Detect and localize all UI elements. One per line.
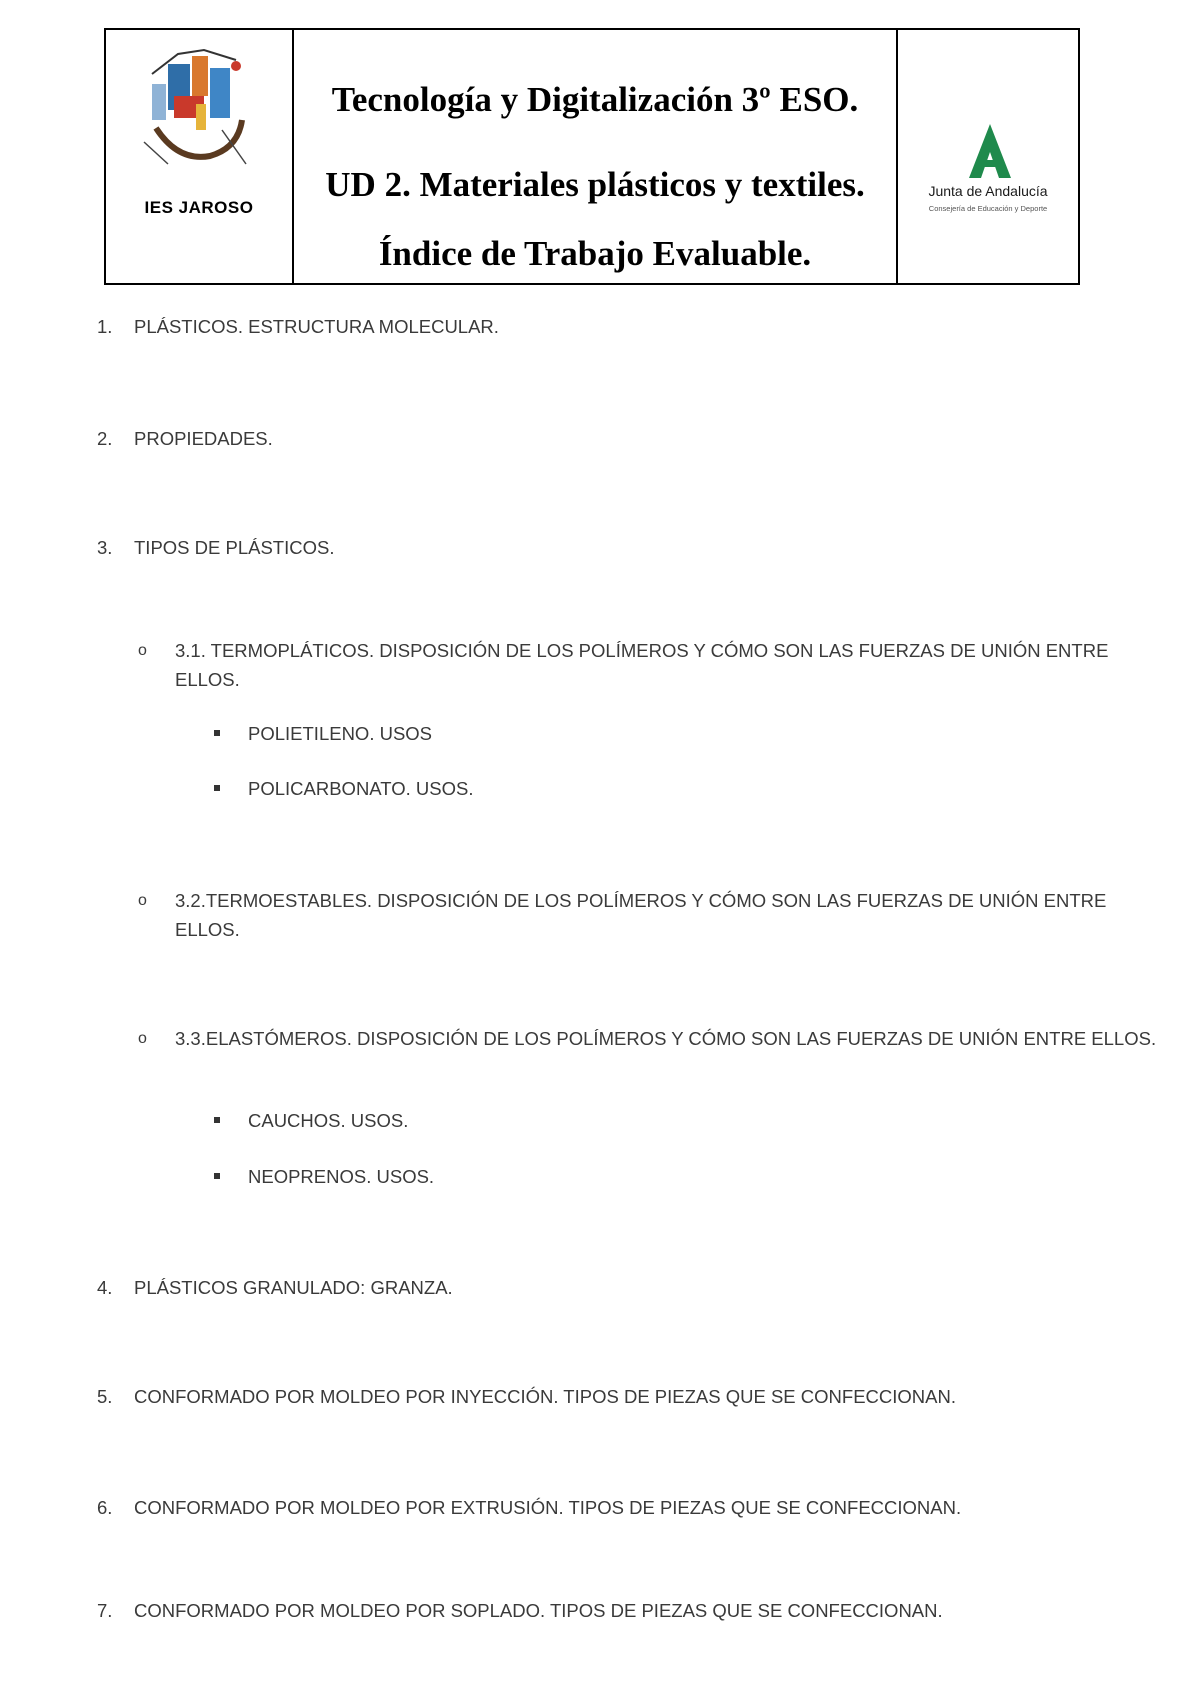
header-table bbox=[104, 28, 1080, 285]
item-number: 3. bbox=[97, 537, 113, 558]
sub-sub-item-text: POLICARBONATO. USOS. bbox=[248, 778, 474, 799]
sub-sub-item-text: CAUCHOS. USOS. bbox=[248, 1110, 409, 1131]
square-bullet-icon bbox=[214, 1173, 220, 1179]
sub-sub-item-text: NEOPRENOS. USOS. bbox=[248, 1166, 435, 1187]
school-crest-icon bbox=[138, 44, 256, 172]
document-title: Índice de Trabajo Evaluable. bbox=[378, 234, 812, 273]
course-title: Tecnología y Digitalización 3º ESO. bbox=[331, 80, 859, 119]
sub-item-text: 3.3.ELASTÓMEROS. DISPOSICIÓN DE LOS POLÍMEROS Y CÓMO SON LAS FUERZAS DE UNIÓN ENTRE ELLOS. bbox=[175, 1028, 1157, 1049]
junta-subtitle: Consejería de Educación y Deporte bbox=[928, 204, 1048, 213]
school-logo-cell bbox=[106, 30, 294, 283]
item-number: 4. bbox=[97, 1277, 113, 1298]
item-number: 6. bbox=[97, 1497, 113, 1518]
item-text: CONFORMADO POR MOLDEO POR INYECCIÓN. TIPOS DE PIEZAS QUE SE CONFECCIONAN. bbox=[134, 1386, 956, 1407]
circle-bullet-icon: o bbox=[138, 1030, 147, 1047]
circle-bullet-icon: o bbox=[138, 892, 147, 909]
junta-name: Junta de Andalucía bbox=[928, 183, 1048, 199]
sub-item-text: 3.1. TERMOPLÁTICOS. DISPOSICIÓN DE LOS POLÍMEROS Y CÓMO SON LAS FUERZAS DE UNIÓN ENTRE ELLOS. bbox=[175, 640, 1109, 690]
item-text: CONFORMADO POR MOLDEO POR EXTRUSIÓN. TIPOS DE PIEZAS QUE SE CONFECCIONAN. bbox=[134, 1497, 962, 1518]
junta-andalucia-a-icon bbox=[925, 122, 1055, 180]
item-number: 7. bbox=[97, 1600, 113, 1621]
item-text: TIPOS DE PLÁSTICOS. bbox=[134, 537, 335, 558]
school-name: IES JAROSO bbox=[144, 198, 254, 217]
title-cell bbox=[294, 30, 898, 283]
item-number: 5. bbox=[97, 1386, 113, 1407]
item-text: PLÁSTICOS GRANULADO: GRANZA. bbox=[134, 1277, 453, 1298]
square-bullet-icon bbox=[214, 1117, 220, 1123]
unit-title: UD 2. Materiales plásticos y textiles. bbox=[325, 165, 865, 204]
junta-logo-cell bbox=[898, 30, 1078, 283]
item-number: 1. bbox=[97, 316, 113, 337]
square-bullet-icon bbox=[214, 785, 220, 791]
sub-item-text: 3.2.TERMOESTABLES. DISPOSICIÓN DE LOS POLÍMEROS Y CÓMO SON LAS FUERZAS DE UNIÓN ENTRE ELLOS. bbox=[175, 890, 1107, 940]
circle-bullet-icon: o bbox=[138, 642, 147, 659]
item-text: PLÁSTICOS. ESTRUCTURA MOLECULAR. bbox=[134, 316, 499, 337]
item-number: 2. bbox=[97, 428, 113, 449]
item-text: PROPIEDADES. bbox=[134, 428, 273, 449]
square-bullet-icon bbox=[214, 730, 220, 736]
sub-sub-item-text: POLIETILENO. USOS bbox=[248, 723, 433, 744]
item-text: CONFORMADO POR MOLDEO POR SOPLADO. TIPOS DE PIEZAS QUE SE CONFECCIONAN. bbox=[134, 1600, 943, 1621]
